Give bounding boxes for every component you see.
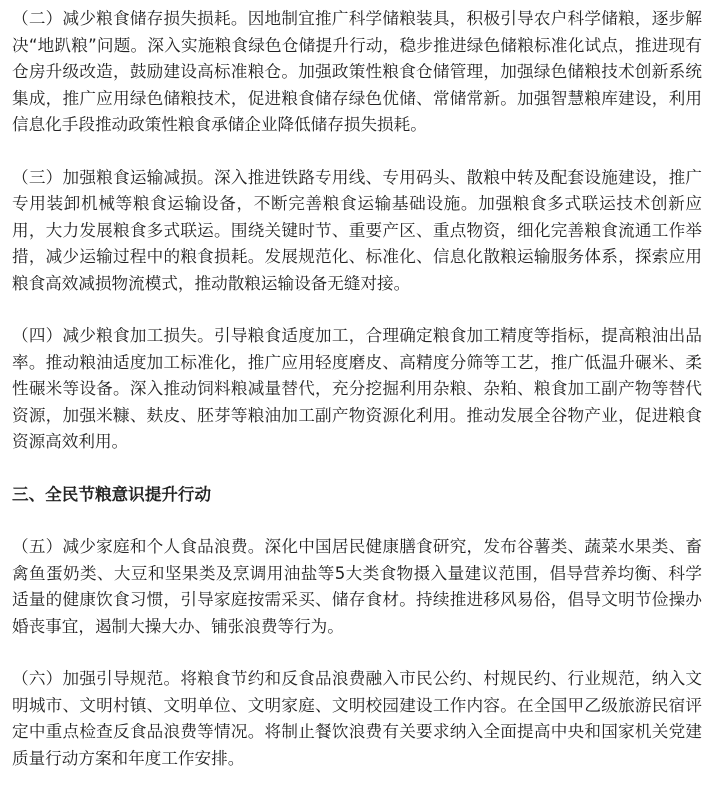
paragraph-transport-loss: （三）加强粮食运输减损。深入推进铁路专用线、专用码头、散粮中转及配套设施建设，推广专用装卸机械等粮食运输设备，不断完善粮食运输基础设施。加强粮食多式联运技术创新应用，大力发展粮食多式联运。围绕关键时节、重要产区、重点物资，细化完善粮食流通工作举措，减少运输过程中的粮食损耗。发展规范化、标准化、信息化散粮运输服务体系，探索应用粮食高效减损物流模式，推动散粮运输设备无缝对接。 [12, 167, 702, 293]
paragraph-gap [12, 640, 702, 666]
paragraph-gap [12, 456, 702, 482]
paragraph-gap [12, 508, 702, 534]
paragraph-storage-loss: （二）减少粮食储存损失损耗。因地制宜推广科学储粮装具，积极引导农户科学储粮，逐步解决“地趴粮”问题。深入实施粮食绿色仓储提升行动，稳步推进绿色储粮标准化试点，推进现有仓房升级改造，鼓励建设高标准粮仓。加强政策性粮食仓储管理，加强绿色储粮技术创新系统集成，推广应用绿色储粮技术，促进粮食储存绿色优储、常储常新。加强智慧粮库建设，利用信息化手段推动政策性粮食承储企业降低储存损失损耗。 [12, 9, 702, 134]
paragraph-gap [12, 139, 702, 165]
paragraph-processing-loss: （四）减少粮食加工损失。引导粮食适度加工，合理确定粮食加工精度等指标，提高粮油出品率。推动粮油适度加工标准化，推广应用轻度磨皮、高精度分筛等工艺，推广低温升碾米、柔性碾米等设备。深入推动饲料粮减量替代，充分挖掘利用杂粮、杂粕、粮食加工副产物等替代资源，加强米糠、麸皮、胚芽等粮油加工副产物资源化利用。推动发展全谷物产业，促进粮食资源高效利用。 [12, 326, 702, 451]
section-heading: 三、全民节粮意识提升行动 [12, 484, 212, 504]
paragraph-guidance-norms: （六）加强引导规范。将粮食节约和反食品浪费融入市民公约、村规民约、行业规范，纳入文明城市、文明村镇、文明单位、文明家庭、文明校园建设工作内容。在全国甲乙级旅游民宿评定中重点检查反食品浪费等情况。将制止餐饮浪费有关要求纳入全面提高中央和国家机关党建质量行动方案和年度工作安排。 [12, 669, 702, 768]
paragraph-household-waste: （五）减少家庭和个人食品浪费。深化中国居民健康膳食研究，发布谷薯类、蔬菜水果类、畜禽鱼蛋奶类、大豆和坚果类及烹调用油盐等5大类食物摄入量建议范围，倡导营养均衡、科学适量的健康饮食习惯，引导家庭按需采买、储存食材。持续推进移风易俗，倡导文明节俭操办婚丧事宜，遏制大操大办、铺张浪费等行为。 [12, 537, 702, 636]
paragraph-gap [12, 297, 702, 323]
